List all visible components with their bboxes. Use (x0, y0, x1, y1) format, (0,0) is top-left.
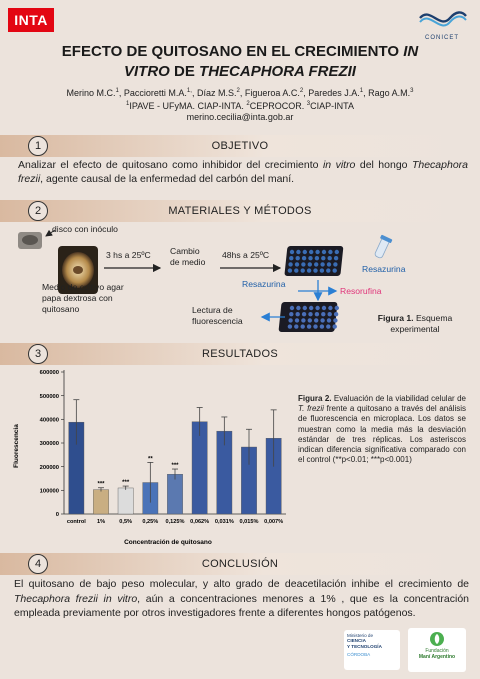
chart-category-label: 0,5% (119, 519, 133, 525)
ministerio-ciencia-logo: Ministerio de CIENCIA Y TECNOLOGÍA CÓRDOBA (344, 630, 400, 670)
chart-y-tick-label: 200000 (39, 464, 59, 471)
chart-category-label: 1% (96, 519, 106, 525)
resorufina-label: Resorufina (340, 286, 382, 296)
chart-category-label: control (66, 519, 86, 525)
section-title-conclusion: CONCLUSIÓN (201, 558, 279, 570)
conicet-label: CONICET (425, 35, 459, 41)
chart-y-tick-label: 500000 (39, 393, 59, 400)
author-name: Figueroa A.C. (244, 88, 300, 98)
chart-category-label: 0,062% (190, 519, 210, 525)
resazurin-tube-icon (374, 235, 392, 259)
author-name: Merino M.C. (66, 88, 116, 98)
microplate-top-icon (284, 246, 343, 276)
conicet-logo (412, 6, 472, 40)
step3-label: 48hs a 25ºC (222, 250, 270, 260)
author-name: Díaz M.S. (196, 88, 237, 98)
chart-category-label: 0,015% (239, 519, 259, 525)
chart-xlabel: Concentración de quitosano (124, 539, 212, 546)
figure2-caption: Figura 2. Evaluación de la viabilidad celular de T. frezii frente a quitosano a través del análisis de fluorescencia en microplaca. Los datos se muestran como la media más la desviación estándar de tres réplicas. Los asteriscos indican diferencia significativa comparado con el control (**p<0.01; ***p<0.001) (298, 394, 466, 465)
section-number-3: 3 (28, 344, 48, 364)
chart-ylabel: Fluorescencia (13, 424, 20, 468)
reading-label: Lectura de fluorescencia (192, 305, 243, 326)
chart-y-tick-label: 300000 (39, 441, 59, 448)
medium-label: Medio de cultivo agar papa dextrosa con quitosano (42, 282, 124, 314)
page-title: EFECTO DE QUITOSANO EN EL CRECIMIENTO IN VITRO DE THECAPHORA FREZII (61, 43, 419, 80)
conclusion-text: El quitosano de bajo peso molecular, y alto grado de deacetilación inhibe el crecimiento de Thecaphora frezii in vitro, aún a concentraciones menores a 1% , que es la concentración empleada previamente por otros investigadores frente a diferentes hongos patógenos. (14, 578, 469, 619)
step2-label: Cambio de medio (170, 246, 206, 267)
resazurina-label-mid: Resazurina (242, 279, 286, 289)
chart-category-label: 0,031% (214, 519, 234, 525)
step1-label: 3 hs a 25ºC (106, 250, 151, 260)
resazurina-label-top: Resazurina (362, 264, 406, 274)
chart-significance-label: ** (147, 456, 153, 463)
chart-y-tick-label: 100000 (39, 488, 59, 495)
chart-y-tick-label: 400000 (39, 417, 59, 424)
figure1-caption: Figura 1. Esquema experimental (377, 313, 453, 334)
conicet-emblem-icon (412, 6, 472, 30)
chart-significance-label: *** (171, 463, 179, 470)
section-title-materiales: MATERIALES Y MÉTODOS (168, 205, 312, 217)
contact-email: merino.cecilia@inta.gob.ar (186, 112, 294, 122)
chart-significance-label: *** (122, 480, 130, 487)
fundacion-mani-logo: Fundación Maní Argentino (408, 628, 466, 672)
chart-y-tick-label: 0 (55, 512, 59, 519)
section-number-1: 1 (28, 136, 48, 156)
chart-category-label: 0,25% (142, 519, 159, 525)
chart-bar (167, 474, 182, 514)
inta-logo: INTA (8, 8, 54, 32)
author-name: Paccioretti M.A. (123, 88, 187, 98)
fluorescence-bar-chart (8, 366, 290, 548)
chart-category-label: 0,007% (264, 519, 284, 525)
author-name: Paredes J.A. (308, 88, 360, 98)
section-title-resultados: RESULTADOS (202, 348, 278, 360)
section-number-2: 2 (28, 201, 48, 221)
objective-text: Analizar el efecto de quitosano como inhibidor del crecimiento in vitro del hongo Thecaphora frezii, agente causal de la enfermedad del carbón del maní. (18, 159, 469, 185)
microplate-bottom-icon (278, 302, 339, 332)
disc-label: disco con inóculo (52, 224, 118, 234)
chart-significance-label: *** (97, 481, 105, 488)
authors-list: Merino M.C.$^1$, Paccioretti M.A.$^{1,}$, Díaz M.S.$^2$, Figueroa A.C.$^2$, Paredes J.A.$^1$, Rago A.M.$^3$ (66, 88, 414, 98)
section-title-objetivo: OBJETIVO (211, 140, 269, 152)
chart-y-tick-label: 600000 (39, 370, 59, 377)
authors-block (10, 86, 470, 123)
chart-category-label: 0,125% (165, 519, 185, 525)
chart-bar (93, 490, 108, 514)
chart-bar (118, 488, 133, 514)
author-name: Rago A.M. (368, 88, 411, 98)
affiliations: $^1$IPAVE - UFyMA. CIAP-INTA. $^2$CEPROCOR. $^3$CIAP-INTA (126, 101, 354, 111)
inoculum-disc-icon (18, 232, 42, 249)
peanut-icon (429, 631, 445, 647)
section-number-4: 4 (28, 554, 48, 574)
